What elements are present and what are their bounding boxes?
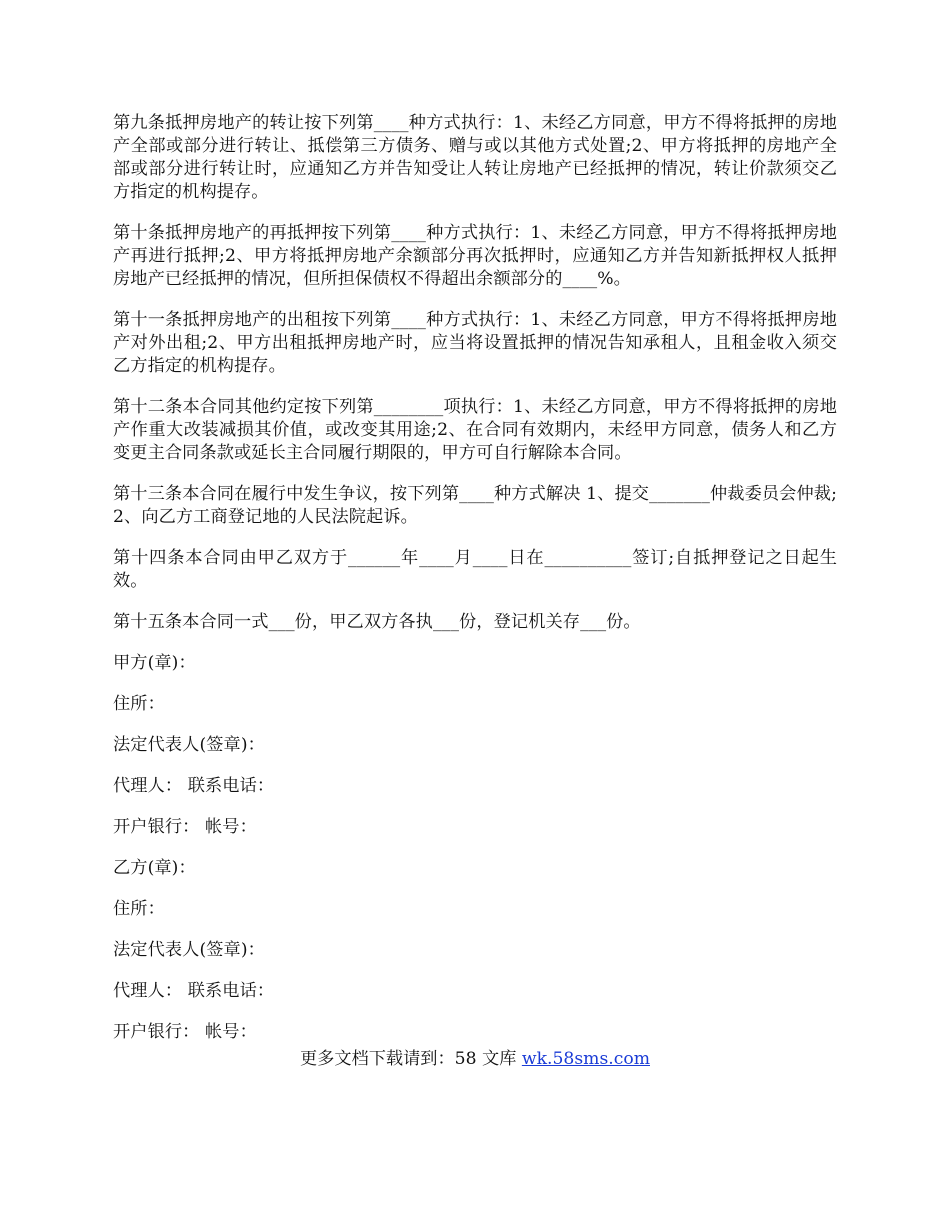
clause-12: 第十二条本合同其他约定按下列第________项执行：1、未经乙方同意，甲方不得将抵押的房地产作重大改装减损其价值，或改变其用途;2、在合同有效期内，未经甲方同意，债务人和乙方变更主合同条款或延长主合同履行期限的，甲方可自行解除本合同。 <box>113 397 837 463</box>
party-b-bank-account: 开户银行： 帐号： <box>113 1022 257 1042</box>
clause-14: 第十四条本合同由甲乙双方于______年____月____日在__________签订;自抵押登记之日起生效。 <box>113 548 837 591</box>
clause-15: 第十五条本合同一式___份，甲乙双方各执___份，登记机关存___份。 <box>113 612 641 632</box>
party-b-address: 住所： <box>113 899 165 919</box>
footer-text: 更多文档下载请到：58 文库 <box>299 1049 522 1069</box>
party-a-bank-account: 开户银行： 帐号： <box>113 817 257 837</box>
party-a-address: 住所： <box>113 694 165 714</box>
party-b-legal-rep: 法定代表人(签章)： <box>113 940 265 960</box>
clause-9: 第九条抵押房地产的转让按下列第____种方式执行：1、未经乙方同意，甲方不得将抵押的房地产全部或部分进行转让、抵偿第三方债务、赠与或以其他方式处置;2、甲方将抵押的房地产全部或部分进行转让时，应通知乙方并告知受让人转让房地产已经抵押的情况，转让价款须交乙方指定的机构提存。 <box>113 113 837 202</box>
clause-10: 第十条抵押房地产的再抵押按下列第____种方式执行：1、未经乙方同意，甲方不得将抵押房地产再进行抵押;2、甲方将抵押房地产余额部分再次抵押时，应通知乙方并告知新抵押权人抵押房地产已经抵押的情况，但所担保债权不得超出余额部分的____%。 <box>113 223 837 289</box>
clause-13: 第十三条本合同在履行中发生争议，按下列第____种方式解决 1、提交_______仲裁委员会仲裁;2、向乙方工商登记地的人民法院起诉。 <box>113 484 837 527</box>
footer <box>0 1047 950 1071</box>
party-a-agent-phone: 代理人： 联系电话： <box>113 776 275 796</box>
party-a-legal-rep: 法定代表人(签章)： <box>113 735 265 755</box>
party-b-agent-phone: 代理人： 联系电话： <box>113 981 275 1001</box>
party-b-title: 乙方(章)： <box>113 858 196 878</box>
document-body <box>113 112 837 1062</box>
clause-11: 第十一条抵押房地产的出租按下列第____种方式执行：1、未经乙方同意，甲方不得将抵押房地产对外出租;2、甲方出租抵押房地产时，应当将设置抵押的情况告知承租人，且租金收入须交乙方指定的机构提存。 <box>113 310 837 376</box>
footer-link[interactable]: wk.58sms.com <box>521 1049 650 1069</box>
party-a-title: 甲方(章)： <box>113 653 196 673</box>
